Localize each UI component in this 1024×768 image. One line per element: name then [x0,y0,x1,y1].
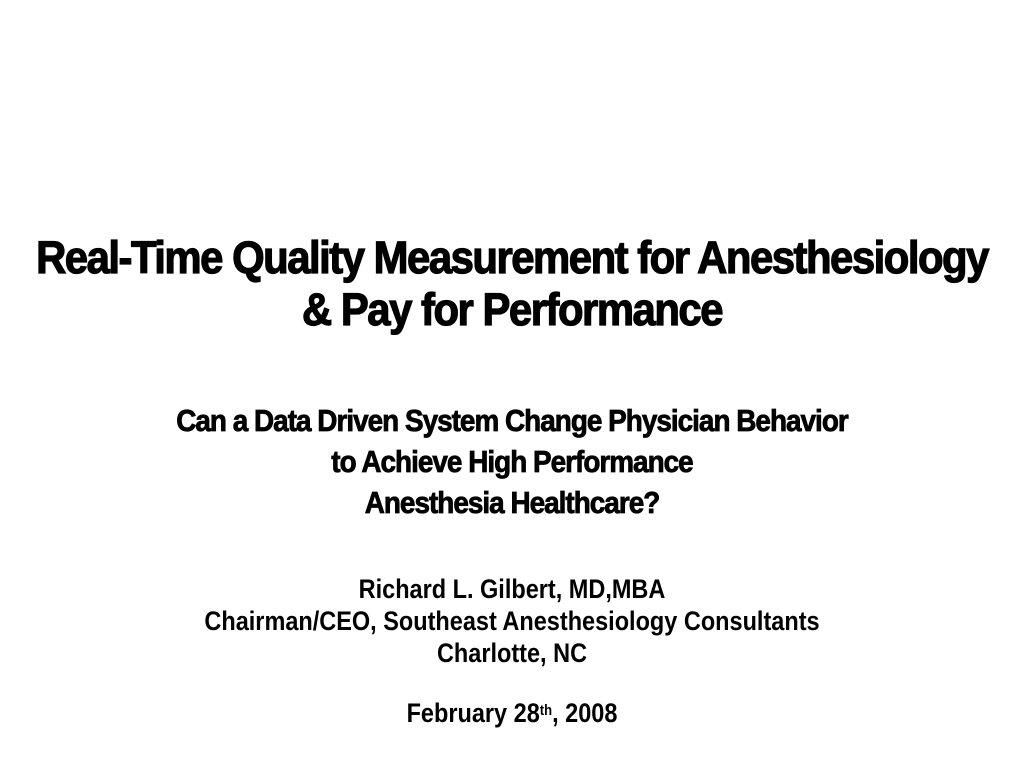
author-block [67,573,958,669]
subtitle-line-1: Can a Data Driven System Change Physician Behavior [176,403,848,438]
title-line-1: Real-Time Quality Measurement for Anesthesiology [36,232,988,283]
author-position: Chairman/CEO, Southeast Anesthesiology Consultants [204,606,820,636]
slide-title [36,232,988,336]
author-location: Charlotte, NC [436,638,588,668]
date-prefix: February 28 [406,698,540,728]
presentation-date [67,697,958,729]
date-year: , 2008 [552,698,618,728]
title-line-2: & Pay for Performance [302,284,722,335]
subtitle-line-3: Anesthesia Healthcare? [364,485,660,520]
date-ordinal-suffix: th [539,702,553,719]
subtitle-line-2: to Achieve High Performance [331,444,693,479]
slide-subtitle [51,400,973,523]
author-name: Richard L. Gilbert, MD,MBA [358,574,666,604]
